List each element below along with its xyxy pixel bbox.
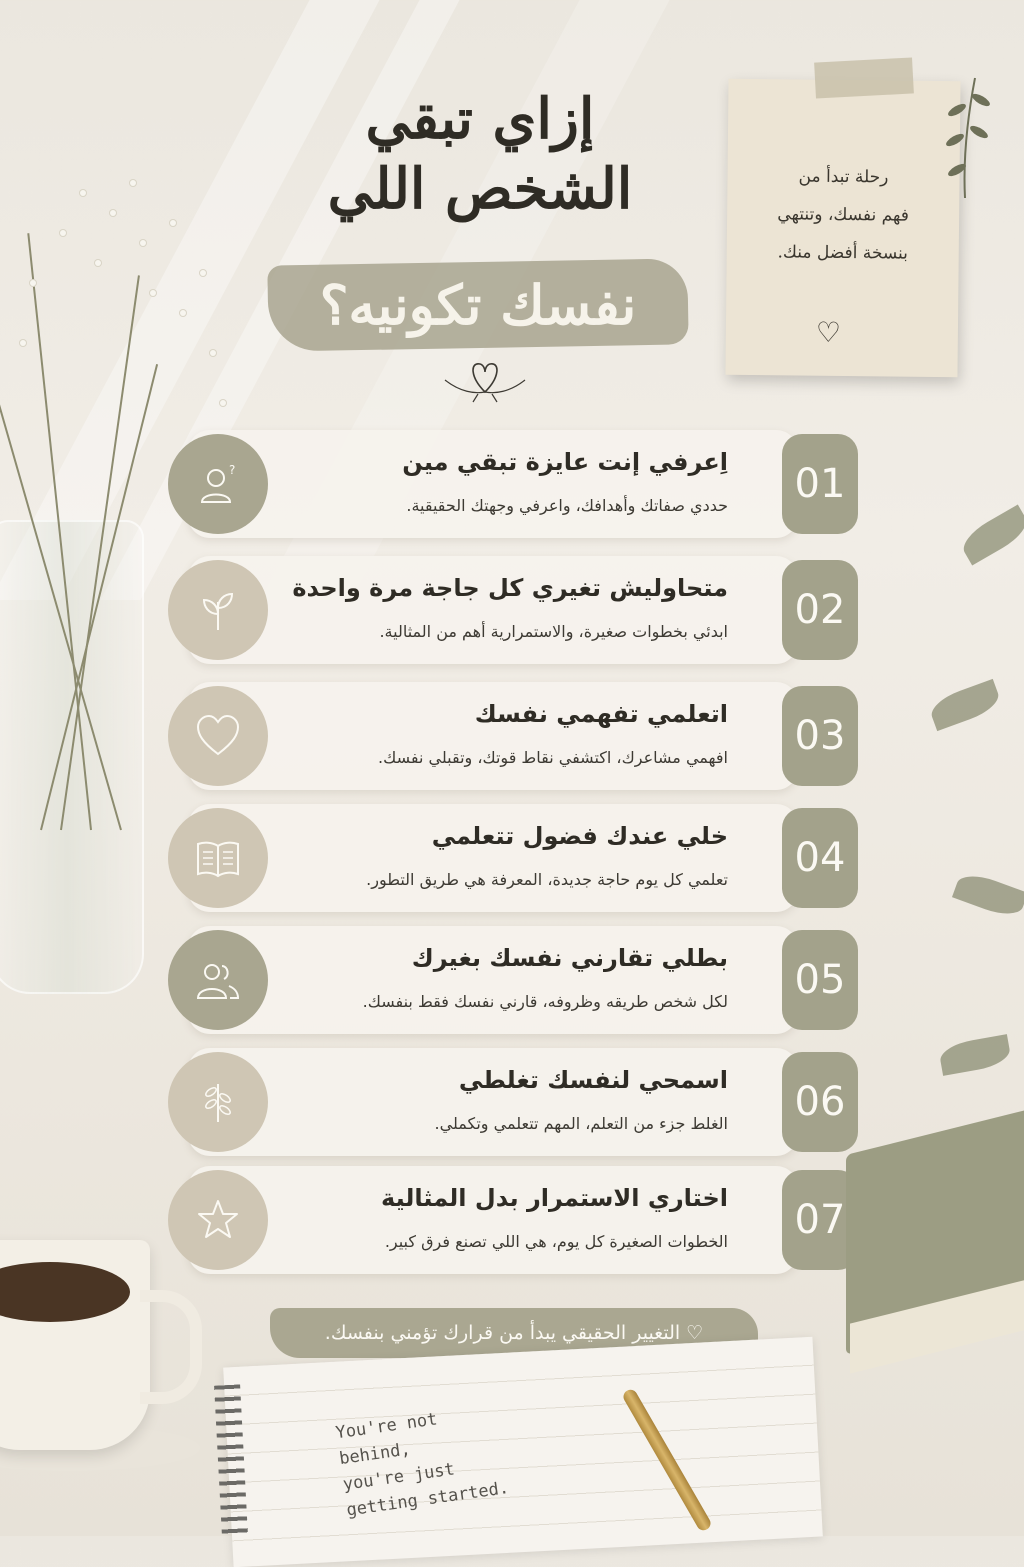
item-description: لكل شخص طريقه وظروفه، قارني نفسك فقط بنفسك. (362, 992, 728, 1011)
list-item (168, 1048, 858, 1156)
list-item (168, 1166, 858, 1274)
sprout-icon (196, 588, 240, 632)
item-number: 05 (782, 930, 858, 1030)
item-description: افهمي مشاعرك، اكتشفي نقاط قوتك، وتقبلي نفسك. (378, 748, 728, 767)
item-number: 03 (782, 686, 858, 786)
item-description: ابدئي بخطوات صغيرة، والاستمرارية أهم من المثالية. (379, 622, 728, 641)
item-number: 02 (782, 560, 858, 660)
title-line-2: الشخص اللي (327, 156, 633, 222)
item-title: اِعرفي إنت عايزة تبقي مين (402, 448, 728, 476)
item-description: تعلمي كل يوم حاجة جديدة، المعرفة هي طريق التطور. (366, 870, 728, 889)
two-users-icon (196, 958, 240, 1002)
note-text (737, 157, 950, 273)
item-card (188, 556, 798, 664)
title-line-3: نفسك تكونيه؟ (319, 273, 637, 337)
item-card (188, 682, 798, 790)
item-card (188, 1048, 798, 1156)
list-item (168, 926, 858, 1034)
user-question-icon (196, 462, 240, 506)
item-icon-circle (168, 1052, 268, 1152)
item-title: اتعلمي تفهمي نفسك (474, 700, 728, 728)
list-item (168, 804, 858, 912)
tape-strip (814, 57, 914, 98)
item-description: حددي صفاتك وأهدافك، واعرفي وجهتك الحقيقية. (406, 496, 728, 515)
open-book-icon (196, 836, 240, 880)
item-number: 07 (782, 1170, 858, 1270)
cup-handle (140, 1290, 202, 1404)
note-line-1: رحلة تبدأ من (798, 166, 889, 188)
banner-text: ♡ التغيير الحقيقي يبدأ من قرارك تؤمني بنفسك. (324, 1322, 704, 1344)
item-number: 06 (782, 1052, 858, 1152)
svg-text:?: ? (229, 463, 236, 477)
item-card (188, 1166, 798, 1274)
note-line-2: فهم نفسك، وتنتهي (777, 204, 910, 226)
note-line-3: بنسخة أفضل منك. (777, 242, 909, 264)
item-icon-circle (168, 1170, 268, 1270)
item-title: خلي عندك فضول تتعلمي (431, 822, 728, 850)
item-icon-circle (168, 434, 268, 534)
item-title: متحاوليش تغيري كل جاجة مرة واحدة (292, 574, 728, 602)
item-icon-circle (168, 808, 268, 908)
heart-icon (196, 714, 240, 758)
item-card (188, 804, 798, 912)
item-icon-circle (168, 930, 268, 1030)
heart-flourish-icon (440, 352, 530, 412)
item-title: اسمحي لنفسك تغلطي (458, 1066, 728, 1094)
item-icon-circle (168, 686, 268, 786)
list-item (168, 430, 858, 538)
handwritten-note: You're not behind, you're just getting started. (334, 1409, 511, 1521)
item-description: الغلط جزء من التعلم، المهم تتعلمي وتكملي. (434, 1114, 728, 1133)
plant-leaf (938, 1034, 1012, 1076)
list-item (168, 556, 858, 664)
item-description: الخطوات الصغيرة كل يوم، هي اللي تصنع فرق كبير. (384, 1232, 728, 1251)
title-line-1: إزاي تبقي (365, 86, 595, 152)
item-title: اختاري الاستمرار بدل المثالية (381, 1184, 728, 1212)
item-icon-circle (168, 560, 268, 660)
note-heart-icon: ♡ (815, 315, 842, 349)
item-title: بطلي تقارني نفسك بغيرك (411, 944, 728, 972)
item-number: 01 (782, 434, 858, 534)
branch-icon (196, 1080, 240, 1124)
item-number: 04 (782, 808, 858, 908)
sticky-note (725, 79, 960, 377)
plant-leaf (952, 869, 1024, 921)
plant-leaf (957, 505, 1024, 566)
page-title (250, 85, 710, 225)
star-icon (196, 1198, 240, 1242)
plant-leaf (927, 679, 1003, 731)
item-card (188, 926, 798, 1034)
item-card (188, 430, 798, 538)
list-item (168, 682, 858, 790)
leaf-sprig-icon (935, 70, 995, 200)
